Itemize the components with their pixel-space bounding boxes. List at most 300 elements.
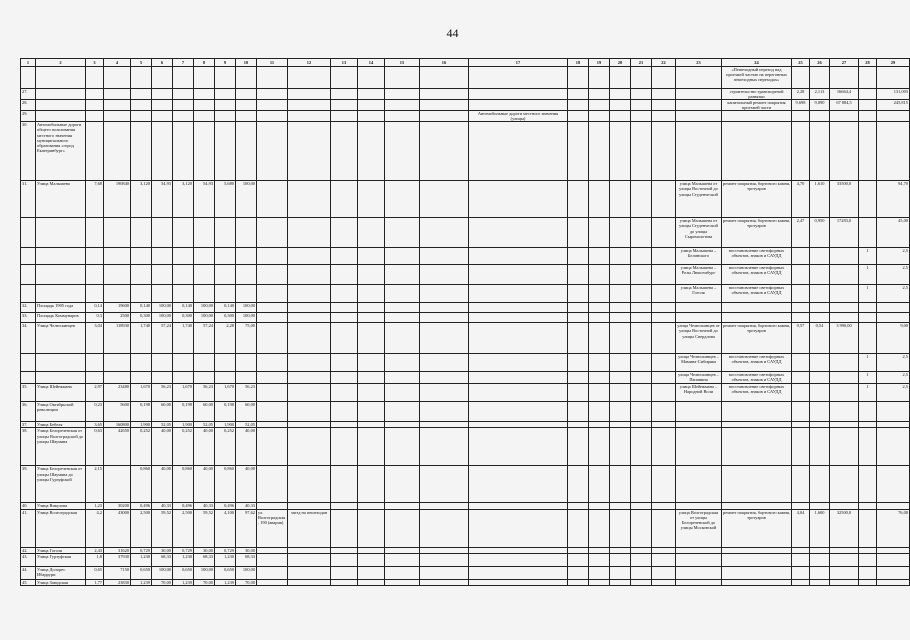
value-cell: 0,650 xyxy=(131,566,152,579)
value-cell xyxy=(86,122,104,181)
value-cell: 2,47 xyxy=(792,218,810,248)
cell xyxy=(568,323,589,354)
work-type-cell: ремонт покрытия, бортового камня, тротуаров xyxy=(722,181,792,218)
cell xyxy=(631,265,652,285)
cell xyxy=(652,509,676,547)
value-cell: 0,650 xyxy=(215,566,236,579)
cell xyxy=(257,248,288,265)
row-number-cell xyxy=(21,248,36,265)
value-cell: 0,729 xyxy=(131,547,152,553)
row-number-cell: 32. xyxy=(21,303,36,313)
column-header: 13 xyxy=(331,59,358,67)
cell xyxy=(652,384,676,402)
value-cell: 4,70 xyxy=(792,181,810,218)
cell xyxy=(331,428,358,466)
cell xyxy=(215,111,236,122)
cell xyxy=(469,566,568,579)
value-cell xyxy=(792,553,810,566)
cell xyxy=(358,354,385,372)
cell xyxy=(610,509,631,547)
cell xyxy=(568,67,589,89)
column-header: 12 xyxy=(288,59,331,67)
cell xyxy=(257,354,288,372)
cell xyxy=(652,100,676,111)
work-type-cell xyxy=(722,313,792,323)
cell xyxy=(568,384,589,402)
cell xyxy=(331,303,358,313)
page-number: 44 xyxy=(446,26,459,40)
value-cell xyxy=(810,466,830,503)
cell xyxy=(631,384,652,402)
cell xyxy=(568,218,589,248)
column-header: 21 xyxy=(631,59,652,67)
value-cell xyxy=(152,89,173,100)
cell xyxy=(131,111,152,122)
value-cell: 40,00 xyxy=(152,466,173,503)
value-cell xyxy=(830,566,859,579)
value-cell: 100,00 xyxy=(236,303,257,313)
value-cell: 67 884,5 xyxy=(830,100,859,111)
table-row xyxy=(21,579,910,585)
value-cell xyxy=(830,402,859,422)
value-cell: 0,14 xyxy=(86,303,104,313)
cell xyxy=(631,509,652,547)
work-type-cell xyxy=(722,553,792,566)
cell xyxy=(568,111,589,122)
value-cell: 2,5 xyxy=(877,354,910,372)
location-cell: улица Малышева – Белинского xyxy=(676,248,722,265)
value-cell xyxy=(830,285,859,303)
value-cell xyxy=(810,67,830,89)
cell xyxy=(420,428,469,466)
value-cell xyxy=(131,265,152,285)
column-header: 2 xyxy=(36,59,86,67)
value-cell: 1,230 xyxy=(173,553,194,566)
value-cell xyxy=(877,553,910,566)
cell xyxy=(568,265,589,285)
cell xyxy=(610,67,631,89)
road-name-cell xyxy=(36,89,86,100)
value-cell: 3,120 xyxy=(173,181,194,218)
value-cell xyxy=(830,67,859,89)
cell xyxy=(469,428,568,466)
value-cell xyxy=(215,89,236,100)
cell xyxy=(469,553,568,566)
value-cell xyxy=(152,67,173,89)
cell xyxy=(568,100,589,111)
value-cell xyxy=(194,248,215,265)
cell xyxy=(610,248,631,265)
value-cell: 43000 xyxy=(104,509,131,547)
cell xyxy=(652,218,676,248)
value-cell: 56,23 xyxy=(152,384,173,402)
work-type-cell: ремонт покрытия, бортового камня, тротуаров xyxy=(722,509,792,547)
cell xyxy=(257,566,288,579)
value-cell xyxy=(173,372,194,384)
value-cell: 2,5 xyxy=(877,265,910,285)
value-cell: 4,2 xyxy=(86,509,104,547)
value-cell xyxy=(830,303,859,313)
cell xyxy=(589,579,610,585)
cell xyxy=(385,428,420,466)
cell xyxy=(385,303,420,313)
value-cell xyxy=(792,354,810,372)
value-cell: 100,00 xyxy=(236,181,257,218)
cell xyxy=(589,402,610,422)
value-cell xyxy=(877,313,910,323)
road-name-cell xyxy=(36,372,86,384)
value-cell: 1,670 xyxy=(215,384,236,402)
value-cell: 60,00 xyxy=(236,402,257,422)
value-cell: 0,140 xyxy=(215,303,236,313)
cell xyxy=(385,111,420,122)
cell xyxy=(257,579,288,585)
cell xyxy=(420,579,469,585)
value-cell: 0,63 xyxy=(86,428,104,466)
cell xyxy=(420,553,469,566)
value-cell xyxy=(810,265,830,285)
cell xyxy=(331,509,358,547)
work-type-cell xyxy=(722,566,792,579)
value-cell xyxy=(131,89,152,100)
column-header: 4 xyxy=(104,59,131,67)
cell xyxy=(589,384,610,402)
value-cell xyxy=(792,303,810,313)
cell xyxy=(610,218,631,248)
column-header: 1 xyxy=(21,59,36,67)
work-type-cell: строительство транспортной развязки xyxy=(722,89,792,100)
table-row xyxy=(21,89,910,100)
table-row xyxy=(21,323,910,354)
cell xyxy=(568,466,589,503)
cell xyxy=(610,181,631,218)
column-header: 16 xyxy=(420,59,469,67)
cell xyxy=(610,579,631,585)
cell xyxy=(568,402,589,422)
value-cell: 54,93 xyxy=(194,181,215,218)
value-cell: 70,00 xyxy=(194,579,215,585)
cell xyxy=(568,553,589,566)
location-cell: улица Шейнкмана – Народной Воли xyxy=(676,384,722,402)
cell xyxy=(385,265,420,285)
cell xyxy=(469,181,568,218)
cell xyxy=(610,466,631,503)
cell xyxy=(257,67,288,89)
value-cell: 0,496 xyxy=(131,503,152,509)
cell xyxy=(331,89,358,100)
value-cell: 40,33 xyxy=(236,503,257,509)
location-cell xyxy=(676,122,722,181)
value-cell xyxy=(810,303,830,313)
value-cell xyxy=(830,553,859,566)
value-cell xyxy=(236,122,257,181)
cell xyxy=(568,248,589,265)
cell xyxy=(469,372,568,384)
value-cell xyxy=(810,579,830,585)
cell xyxy=(331,323,358,354)
value-cell xyxy=(810,354,830,372)
road-name-cell: Улица Викулова xyxy=(36,503,86,509)
cell xyxy=(288,466,331,503)
cell xyxy=(469,89,568,100)
road-name-cell: Автомобильные дороги общего пользования местного значения муниципального образования «город Екатеринбург» xyxy=(36,122,86,181)
cell xyxy=(652,181,676,218)
value-cell: 1,239 xyxy=(173,579,194,585)
value-cell xyxy=(173,122,194,181)
value-cell: 1,239 xyxy=(215,579,236,585)
cell xyxy=(652,265,676,285)
table-row xyxy=(21,553,910,566)
value-cell: 100,00 xyxy=(194,313,215,323)
column-header: 9 xyxy=(215,59,236,67)
value-cell xyxy=(859,402,877,422)
value-cell xyxy=(792,466,810,503)
cell xyxy=(331,100,358,111)
value-cell: 2,97 xyxy=(86,384,104,402)
cell xyxy=(420,181,469,218)
cell xyxy=(652,354,676,372)
cell xyxy=(568,354,589,372)
cell xyxy=(288,100,331,111)
value-cell xyxy=(830,579,859,585)
work-type-cell: восстановление светофорных объектов, знаков и САУДД xyxy=(722,372,792,384)
location-cell: улица Челюскинцев – Мамина-Сибиряка xyxy=(676,354,722,372)
cell xyxy=(331,553,358,566)
value-cell: 40,00 xyxy=(236,466,257,503)
row-number-cell xyxy=(21,372,36,384)
cell xyxy=(257,111,288,122)
row-number-cell: 43. xyxy=(21,553,36,566)
value-cell xyxy=(131,372,152,384)
value-cell: 97,62 xyxy=(236,509,257,547)
cell xyxy=(257,466,288,503)
cell xyxy=(385,354,420,372)
value-cell xyxy=(859,122,877,181)
value-cell: 0,496 xyxy=(215,503,236,509)
column-header: 14 xyxy=(358,59,385,67)
value-cell xyxy=(194,372,215,384)
cell xyxy=(173,111,194,122)
cell xyxy=(568,372,589,384)
table-row xyxy=(21,111,910,122)
row-number-cell xyxy=(21,285,36,303)
value-cell: 2,5 xyxy=(877,285,910,303)
value-cell xyxy=(830,265,859,285)
value-cell xyxy=(194,89,215,100)
value-cell xyxy=(859,67,877,89)
value-cell xyxy=(236,372,257,384)
cell xyxy=(631,566,652,579)
cell xyxy=(331,566,358,579)
value-cell: 0,198 xyxy=(131,402,152,422)
value-cell xyxy=(810,566,830,579)
value-cell: 9,00 xyxy=(877,323,910,354)
value-cell: 0,950 xyxy=(810,218,830,248)
value-cell xyxy=(173,265,194,285)
value-cell: 1,900 xyxy=(131,422,152,428)
location-cell: улица Волгоградская от улицы Белореченской до улицы Московской xyxy=(676,509,722,547)
road-name-cell xyxy=(36,218,86,248)
value-cell: 59,52 xyxy=(152,509,173,547)
value-cell xyxy=(792,402,810,422)
row-number-cell: 40. xyxy=(21,503,36,509)
value-cell: 1,740 xyxy=(173,323,194,354)
value-cell xyxy=(131,354,152,372)
cell xyxy=(288,354,331,372)
road-name-cell xyxy=(36,354,86,372)
value-cell: 1 xyxy=(859,248,877,265)
value-cell xyxy=(859,553,877,566)
row-number-cell: 34. xyxy=(21,323,36,354)
value-cell: 3,120 xyxy=(131,181,152,218)
value-cell xyxy=(830,354,859,372)
row-number-cell: 42. xyxy=(21,547,36,553)
value-cell: 59,52 xyxy=(194,509,215,547)
road-name-cell xyxy=(36,265,86,285)
cell xyxy=(331,466,358,503)
location-cell xyxy=(676,303,722,313)
row-number-cell: 33. xyxy=(21,313,36,323)
cell xyxy=(358,181,385,218)
value-cell xyxy=(173,354,194,372)
value-cell xyxy=(215,122,236,181)
cell xyxy=(331,402,358,422)
row-number-cell xyxy=(21,265,36,285)
cell xyxy=(589,181,610,218)
cell xyxy=(358,100,385,111)
table-row xyxy=(21,122,910,181)
value-cell xyxy=(810,248,830,265)
cell xyxy=(469,384,568,402)
value-cell: 2,28 xyxy=(215,323,236,354)
cell xyxy=(288,122,331,181)
cell xyxy=(288,248,331,265)
value-cell: 19600 xyxy=(104,303,131,313)
value-cell: 30,00 xyxy=(236,547,257,553)
table-row xyxy=(21,354,910,372)
cell xyxy=(385,566,420,579)
value-cell xyxy=(859,218,877,248)
road-name-cell: Улица Долорес Ибаррури xyxy=(36,566,86,579)
work-type-cell: восстановление светофорных объектов, знаков и САУДД xyxy=(722,384,792,402)
cell xyxy=(652,566,676,579)
value-cell xyxy=(859,466,877,503)
cell xyxy=(420,313,469,323)
column-header: 26 xyxy=(810,59,830,67)
road-name-cell xyxy=(36,248,86,265)
cell xyxy=(385,466,420,503)
value-cell: 0,140 xyxy=(173,303,194,313)
cell xyxy=(331,67,358,89)
cell xyxy=(631,303,652,313)
value-cell xyxy=(173,100,194,111)
value-cell xyxy=(104,265,131,285)
road-name-cell: Улица Бебеля xyxy=(36,422,86,428)
cell xyxy=(257,100,288,111)
cell xyxy=(589,122,610,181)
cell xyxy=(257,285,288,303)
cell xyxy=(469,466,568,503)
cell xyxy=(288,285,331,303)
value-cell: 0,860 xyxy=(131,466,152,503)
value-cell: 40,00 xyxy=(194,428,215,466)
value-cell: 52,05 xyxy=(194,422,215,428)
cell xyxy=(420,303,469,313)
cell xyxy=(589,248,610,265)
value-cell xyxy=(215,100,236,111)
value-cell: 76,00 xyxy=(877,509,910,547)
location-cell xyxy=(676,402,722,422)
value-cell: 1 xyxy=(859,354,877,372)
value-cell: 57,24 xyxy=(152,323,173,354)
value-cell xyxy=(194,122,215,181)
work-type-cell: восстановление светофорных объектов, знаков и САУДД xyxy=(722,248,792,265)
cell xyxy=(420,100,469,111)
cell xyxy=(288,372,331,384)
value-cell: 17283,0 xyxy=(830,218,859,248)
cell xyxy=(631,323,652,354)
work-type-cell xyxy=(722,402,792,422)
value-cell: 1,740 xyxy=(131,323,152,354)
value-cell xyxy=(152,354,173,372)
cell xyxy=(652,579,676,585)
value-cell: 2500 xyxy=(104,313,131,323)
value-cell: 100,00 xyxy=(152,303,173,313)
value-cell xyxy=(859,428,877,466)
table-row xyxy=(21,372,910,384)
table-row xyxy=(21,248,910,265)
cell xyxy=(331,313,358,323)
cell xyxy=(589,466,610,503)
cell xyxy=(589,265,610,285)
cell xyxy=(358,428,385,466)
value-cell xyxy=(236,285,257,303)
location-cell: улица Челюскинцев от улицы Восточной до улицы Свердлова xyxy=(676,323,722,354)
value-cell xyxy=(104,218,131,248)
value-cell xyxy=(131,67,152,89)
cell xyxy=(288,566,331,579)
cell xyxy=(631,372,652,384)
value-cell: 160800 xyxy=(104,422,131,428)
value-cell: 1 xyxy=(859,265,877,285)
value-cell: 0,729 xyxy=(173,547,194,553)
table-row xyxy=(21,313,910,323)
road-name-cell: Улица Малышева xyxy=(36,181,86,218)
value-cell xyxy=(830,248,859,265)
cell xyxy=(589,313,610,323)
value-cell xyxy=(86,285,104,303)
cell xyxy=(610,566,631,579)
location-cell: улица Малышева – Розы Люксембург xyxy=(676,265,722,285)
value-cell: 1,239 xyxy=(131,579,152,585)
column-header: 5 xyxy=(131,59,152,67)
value-cell xyxy=(810,553,830,566)
column-header: 28 xyxy=(859,59,877,67)
value-cell xyxy=(877,466,910,503)
cell xyxy=(257,323,288,354)
cell xyxy=(610,89,631,100)
cell xyxy=(420,218,469,248)
location-cell xyxy=(676,566,722,579)
value-cell: 0,252 xyxy=(215,428,236,466)
cell xyxy=(568,89,589,100)
value-cell: 40,33 xyxy=(152,503,173,509)
work-type-cell xyxy=(722,466,792,503)
cell xyxy=(610,285,631,303)
cell xyxy=(385,100,420,111)
cell xyxy=(469,285,568,303)
cell xyxy=(358,248,385,265)
